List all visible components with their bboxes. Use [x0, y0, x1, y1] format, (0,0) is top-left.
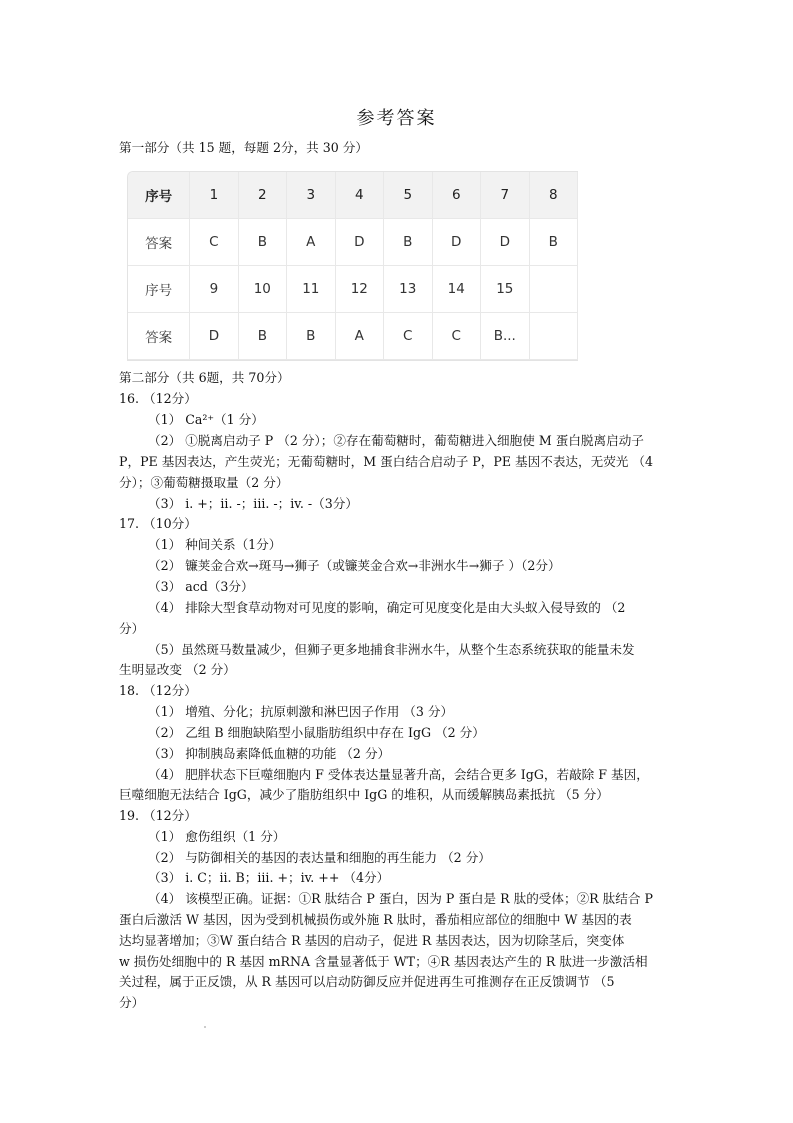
answer-line: 关过程，属于正反馈，从 R 基因可以启动防御反应并促进再生可推测存在正反馈调节 （5 — [119, 974, 615, 989]
row-label: 序号 — [128, 266, 190, 313]
page-title: 参考答案 — [356, 108, 437, 129]
answer-line: （2） ①脱离启动子 P （2 分）；②存在葡萄糖时，葡萄糖进入细胞使 M 蛋白脱离启动子 — [148, 433, 644, 448]
table-cell: 11 — [287, 266, 335, 313]
table-cell: 6 — [432, 172, 480, 219]
table-cell — [529, 313, 577, 360]
table-row — [128, 313, 578, 360]
answer-line: （3） i. C；ii. B；iii. +；iv. ++ （4分） — [148, 870, 390, 885]
table-cell: 1 — [190, 172, 238, 219]
row-label: 答案 — [128, 219, 190, 266]
row-label: 序号 — [128, 172, 190, 219]
table-cell: D — [190, 313, 238, 360]
answer-line: （4） 肥胖状态下巨噬细胞内 F 受体表达量显著升高，会结合更多 IgG，若敲除 F 基因， — [148, 767, 649, 782]
table-cell — [529, 266, 577, 313]
table-row — [128, 219, 578, 266]
answer-line: （3） acd（3分） — [148, 579, 254, 594]
answer-line: 分） — [119, 621, 145, 636]
answer-line: 分）；③葡萄糖摄取量（2 分） — [119, 475, 289, 490]
table-cell: 14 — [432, 266, 480, 313]
answer-line: （1） 愈伤组织（1 分） — [148, 829, 286, 844]
answer-line: （4） 该模型正确。证据：①R 肽结合 P 蛋白，因为 P 蛋白是 R 肽的受体；②R 肽结合 P — [148, 891, 653, 906]
table-cell: 3 — [287, 172, 335, 219]
table-cell: C — [384, 313, 432, 360]
table-cell: C — [190, 219, 238, 266]
table-cell: D — [481, 219, 530, 266]
answer-line: w 损伤处细胞中的 R 基因 mRNA 含量显著低于 WT；④R 基因表达产生的 R 肽进一步激活相 — [119, 954, 648, 969]
answer-table — [127, 171, 578, 361]
answer-line: （2） 与防御相关的基因的表达量和细胞的再生能力 （2 分） — [148, 850, 491, 865]
answer-line: 18. （12分） — [119, 683, 197, 698]
table-cell: 9 — [190, 266, 238, 313]
table-cell: B... — [481, 313, 530, 360]
table-cell: 2 — [238, 172, 286, 219]
table-cell: C — [432, 313, 480, 360]
table-cell: B — [287, 313, 335, 360]
answer-line: 17. （10分） — [119, 516, 197, 531]
table-cell: 10 — [238, 266, 286, 313]
table-cell: D — [335, 219, 383, 266]
answer-line: （2） 镰荚金合欢→斑马→狮子（或镰荚金合欢→非洲水牛→狮子 ）（2分） — [148, 558, 561, 573]
page-speck — [204, 1026, 206, 1028]
answer-line: 16. （12分） — [119, 391, 197, 406]
table-cell: B — [238, 219, 286, 266]
answer-line: 蛋白后激活 W 基因，因为受到机械损伤或外施 R 肽时，番茄相应部位的细胞中 W 基因的表 — [119, 912, 632, 927]
row-label: 答案 — [128, 313, 190, 360]
table-cell: D — [432, 219, 480, 266]
answer-line: （2） 乙组 B 细胞缺陷型小鼠脂肪组织中存在 IgG （2 分） — [148, 725, 485, 740]
answer-line: （1） Ca²⁺（1 分） — [148, 412, 264, 427]
table-row — [128, 266, 578, 313]
answer-line: （5）虽然斑马数量减少，但狮子更多地捕食非洲水牛，从整个生态系统获取的能量未发 — [148, 642, 635, 657]
answer-line: （1） 种间关系（1分） — [148, 537, 282, 552]
table-cell: 13 — [384, 266, 432, 313]
answer-line: P，PE 基因表达，产生荧光；无葡萄糖时，M 蛋白结合启动子 P，PE 基因不表达，无荧光 （4 — [119, 454, 653, 469]
answer-line: 分） — [119, 995, 145, 1010]
answer-line: （4） 排除大型食草动物对可见度的影响，确定可见度变化是由大头蚁入侵导致的 （2 — [148, 600, 626, 615]
table-cell: 4 — [335, 172, 383, 219]
answer-line: 巨噬细胞无法结合 IgG，减少了脂肪组织中 IgG 的堆积，从而缓解胰岛素抵抗 （5 分） — [119, 787, 609, 802]
table-row — [128, 172, 578, 219]
answer-line: 达均显著增加；③W 蛋白结合 R 基因的启动子，促进 R 基因表达，因为切除茎后，突变体 — [119, 933, 625, 948]
part1-heading: 第一部分（共 15 题，每题 2分，共 30 分） — [119, 140, 368, 155]
table-cell: 8 — [529, 172, 577, 219]
table-cell: A — [287, 219, 335, 266]
table-cell: B — [238, 313, 286, 360]
table-cell: 7 — [481, 172, 530, 219]
answer-line: （3） i. +；ii. -；iii. -；iv. -（3分） — [148, 496, 358, 511]
answer-line: 生明显改变 （2 分） — [119, 662, 236, 677]
table-cell: 15 — [481, 266, 530, 313]
table-cell: 5 — [384, 172, 432, 219]
answer-line: （1） 增殖、分化；抗原刺激和淋巴因子作用 （3 分） — [148, 704, 454, 719]
table-cell: B — [384, 219, 432, 266]
part2-heading: 第二部分（共 6题，共 70分） — [119, 370, 290, 385]
answer-line: 19. （12分） — [119, 808, 197, 823]
table-cell: 12 — [335, 266, 383, 313]
table-cell: A — [335, 313, 383, 360]
answer-line: （3） 抑制胰岛素降低血糖的功能 （2 分） — [148, 746, 391, 761]
table-cell: B — [529, 219, 577, 266]
